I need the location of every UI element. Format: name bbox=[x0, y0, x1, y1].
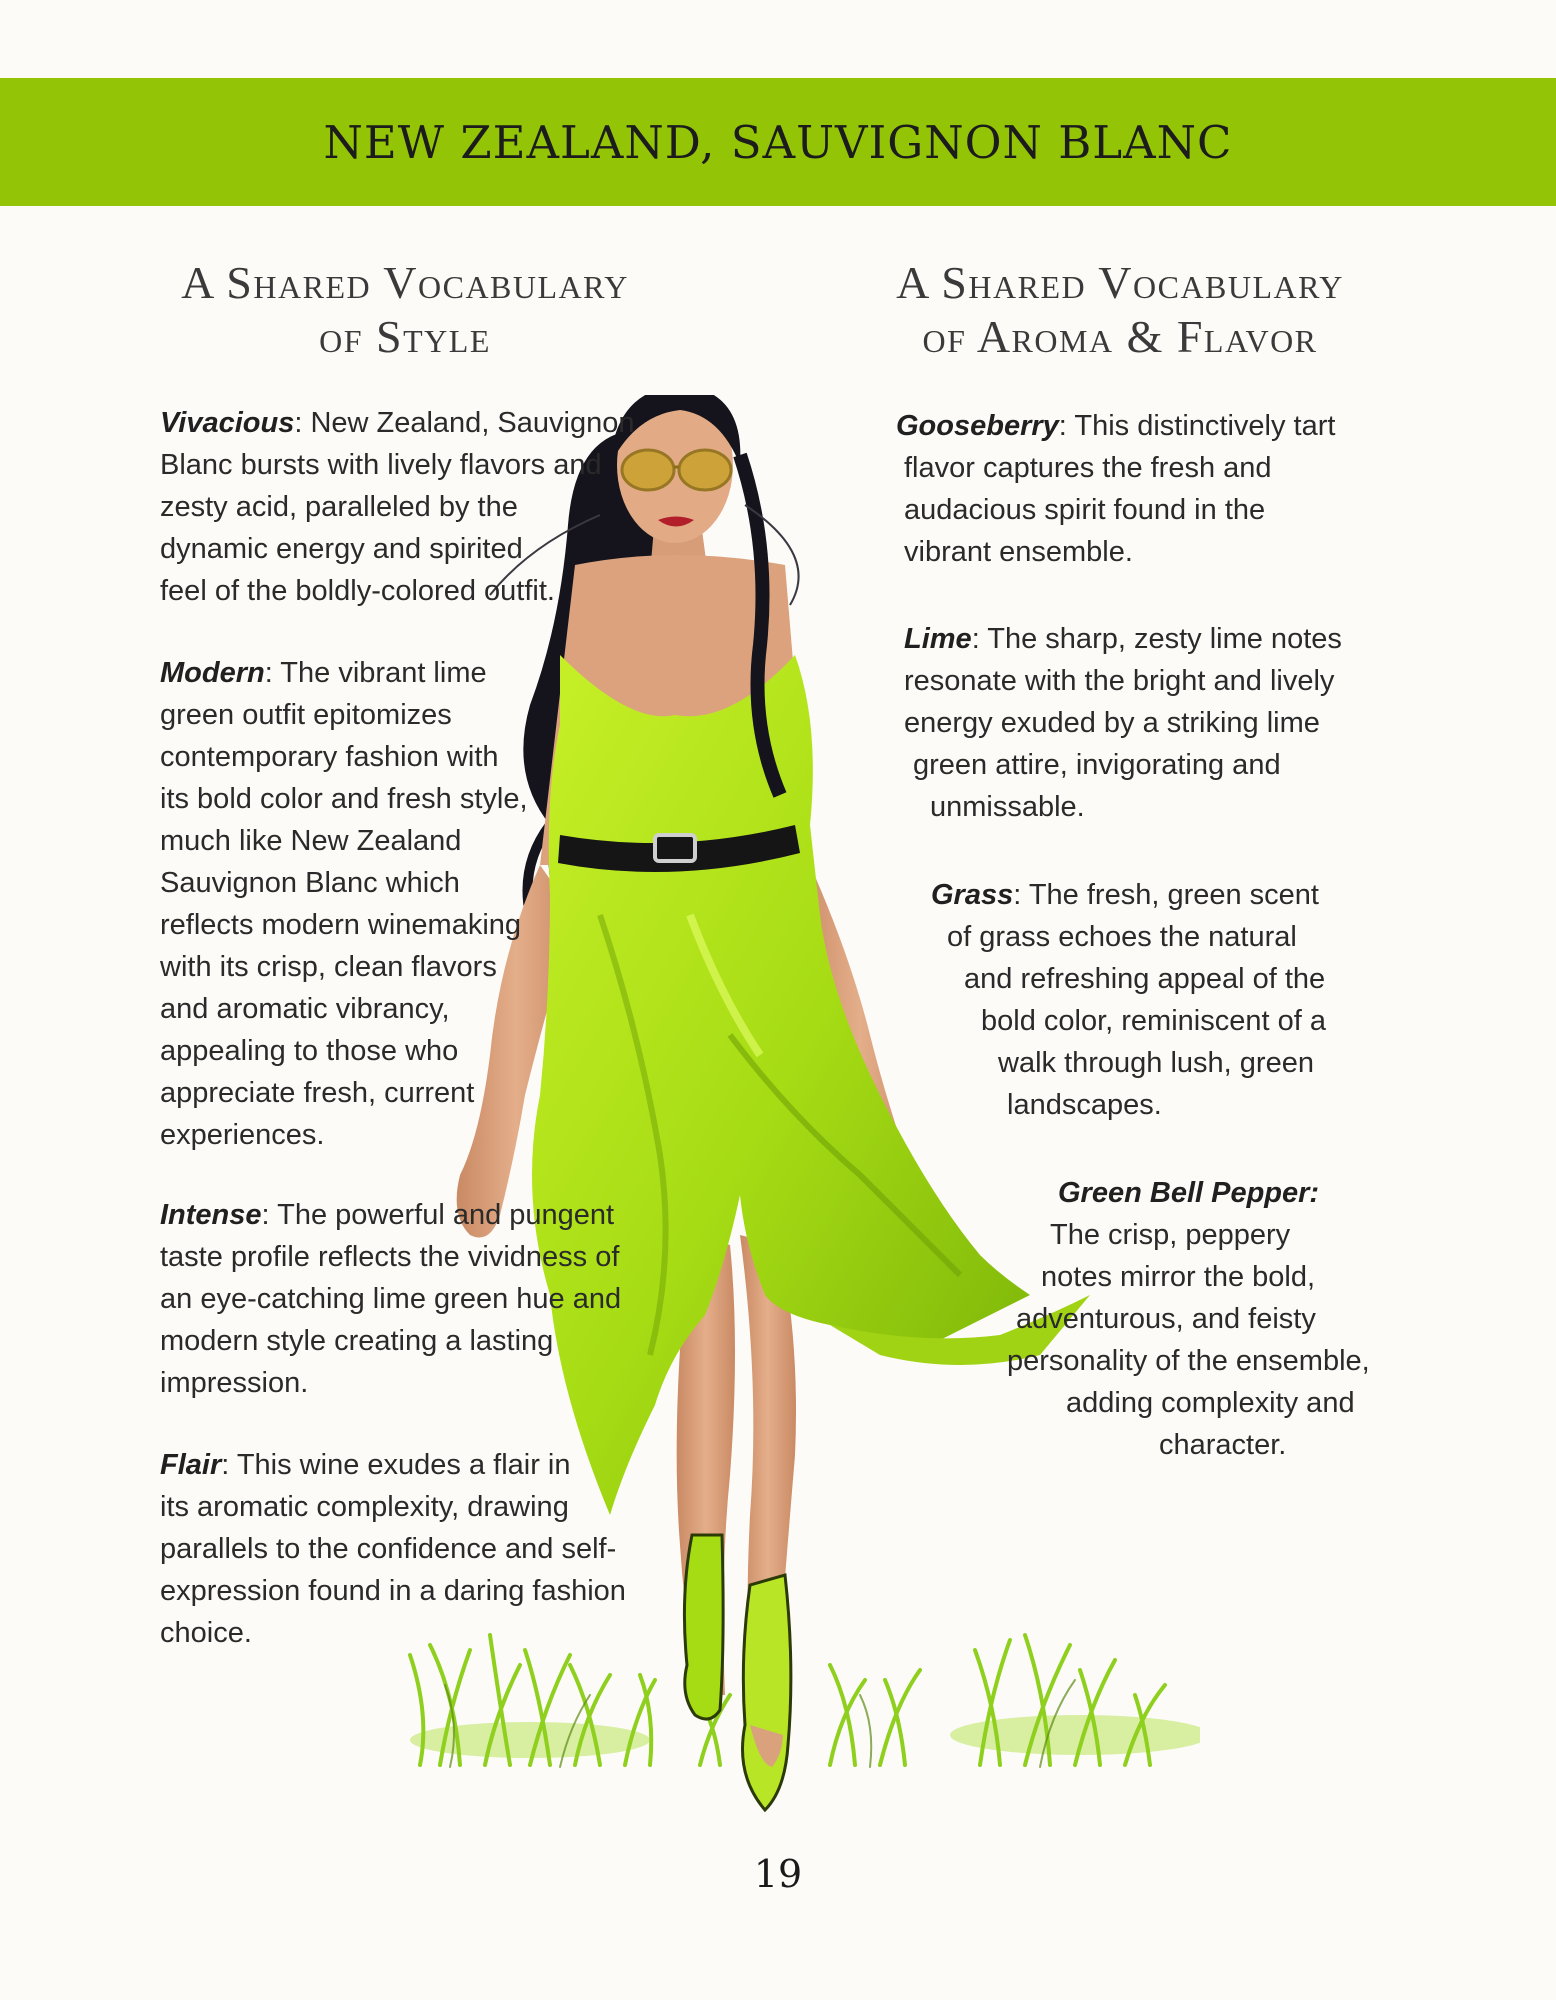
entry-line: audacious spirit found in the bbox=[904, 494, 1266, 526]
entry-line: : The vibrant lime bbox=[264, 657, 487, 689]
heading-line: of Aroma & Flavor bbox=[922, 311, 1318, 362]
heading-line: of Style bbox=[319, 311, 491, 362]
entry-line: much like New Zealand bbox=[160, 825, 462, 857]
entry-line: contemporary fashion with bbox=[160, 741, 499, 773]
style-entry-modern bbox=[160, 652, 528, 1156]
entry-line: of grass echoes the natural bbox=[947, 921, 1297, 953]
entry-line: adding complexity and bbox=[1066, 1387, 1355, 1419]
style-entry-flair bbox=[160, 1444, 626, 1654]
aroma-entry-grass bbox=[931, 874, 1326, 1126]
entry-line: Sauvignon Blanc which bbox=[160, 867, 460, 899]
entry-line: reflects modern winemaking bbox=[160, 909, 522, 941]
entry-line: green attire, invigorating and bbox=[913, 749, 1281, 781]
title-banner bbox=[0, 78, 1556, 206]
entry-line: : The fresh, green scent bbox=[1013, 879, 1319, 911]
term-grass: Grass bbox=[931, 879, 1014, 911]
entry-line: : The sharp, zesty lime notes bbox=[971, 623, 1342, 655]
entry-line: appreciate fresh, current bbox=[160, 1077, 475, 1109]
entry-line: an eye-catching lime green hue and bbox=[160, 1283, 622, 1315]
entry-line: personality of the ensemble, bbox=[1007, 1345, 1370, 1377]
aroma-entry-gooseberry bbox=[896, 405, 1335, 573]
term-vivacious: Vivacious bbox=[160, 407, 295, 439]
entry-line: resonate with the bright and lively bbox=[904, 665, 1335, 697]
entry-line: vibrant ensemble. bbox=[904, 536, 1133, 568]
entry-line: unmissable. bbox=[930, 791, 1085, 823]
aroma-entry-lime bbox=[904, 618, 1342, 828]
entry-line: Blanc bursts with lively flavors and bbox=[160, 449, 602, 481]
entry-line: and aromatic vibrancy, bbox=[160, 993, 450, 1025]
entry-line: : This wine exudes a flair in bbox=[221, 1449, 571, 1481]
entry-line: The crisp, peppery bbox=[1050, 1219, 1291, 1251]
entry-line: : This distinctively tart bbox=[1058, 410, 1336, 442]
term-gooseberry: Gooseberry bbox=[896, 410, 1059, 442]
entry-line: taste profile reflects the vividness of bbox=[160, 1241, 620, 1273]
entry-line: appealing to those who bbox=[160, 1035, 459, 1067]
term-green-bell-pepper: Green Bell Pepper: bbox=[1058, 1177, 1320, 1209]
style-entry-intense bbox=[160, 1194, 621, 1404]
term-intense: Intense bbox=[160, 1199, 262, 1231]
entry-line: expression found in a daring fashion bbox=[160, 1575, 626, 1607]
entry-line: and refreshing appeal of the bbox=[964, 963, 1326, 995]
entry-line: impression. bbox=[160, 1367, 309, 1399]
entry-line: energy exuded by a striking lime bbox=[904, 707, 1320, 739]
entry-line: experiences. bbox=[160, 1119, 325, 1151]
entry-line: modern style creating a lasting bbox=[160, 1325, 554, 1357]
entry-line: : The powerful and pungent bbox=[261, 1199, 615, 1231]
entry-line: its bold color and fresh style, bbox=[160, 783, 528, 815]
entry-line: its aromatic complexity, drawing bbox=[160, 1491, 569, 1523]
entry-line: landscapes. bbox=[1007, 1089, 1162, 1121]
entry-line: bold color, reminiscent of a bbox=[981, 1005, 1326, 1037]
style-entry-vivacious bbox=[160, 402, 634, 612]
entry-line: with its crisp, clean flavors bbox=[160, 951, 497, 983]
grass-ground bbox=[410, 1635, 1200, 1767]
term-lime: Lime bbox=[904, 623, 972, 655]
entry-line: : New Zealand, Sauvignon bbox=[294, 407, 635, 439]
entry-line: flavor captures the fresh and bbox=[904, 452, 1272, 484]
entry-line: character. bbox=[1159, 1429, 1287, 1461]
heading-line: A Shared Vocabulary bbox=[181, 257, 629, 308]
entry-line: dynamic energy and spirited bbox=[160, 533, 523, 565]
page-number: 19 bbox=[753, 1852, 803, 1896]
style-vocabulary-heading bbox=[140, 256, 670, 364]
entry-line: walk through lush, green bbox=[998, 1047, 1314, 1079]
entry-line: zesty acid, paralleled by the bbox=[160, 491, 518, 523]
entry-line: notes mirror the bold, bbox=[1041, 1261, 1316, 1293]
aroma-vocabulary-heading bbox=[850, 256, 1390, 364]
entry-line: choice. bbox=[160, 1617, 252, 1649]
term-modern: Modern bbox=[160, 657, 265, 689]
entry-line: adventurous, and feisty bbox=[1016, 1303, 1316, 1335]
entry-line: green outfit epitomizes bbox=[160, 699, 452, 731]
aroma-entry-green-bell-pepper bbox=[1006, 1172, 1370, 1466]
term-flair: Flair bbox=[160, 1449, 222, 1481]
heading-line: A Shared Vocabulary bbox=[896, 257, 1344, 308]
page-title: NEW ZEALAND, SAUVIGNON BLANC bbox=[323, 115, 1233, 169]
entry-line: feel of the boldly-colored outfit. bbox=[160, 575, 555, 607]
entry-line: parallels to the confidence and self- bbox=[160, 1533, 617, 1565]
